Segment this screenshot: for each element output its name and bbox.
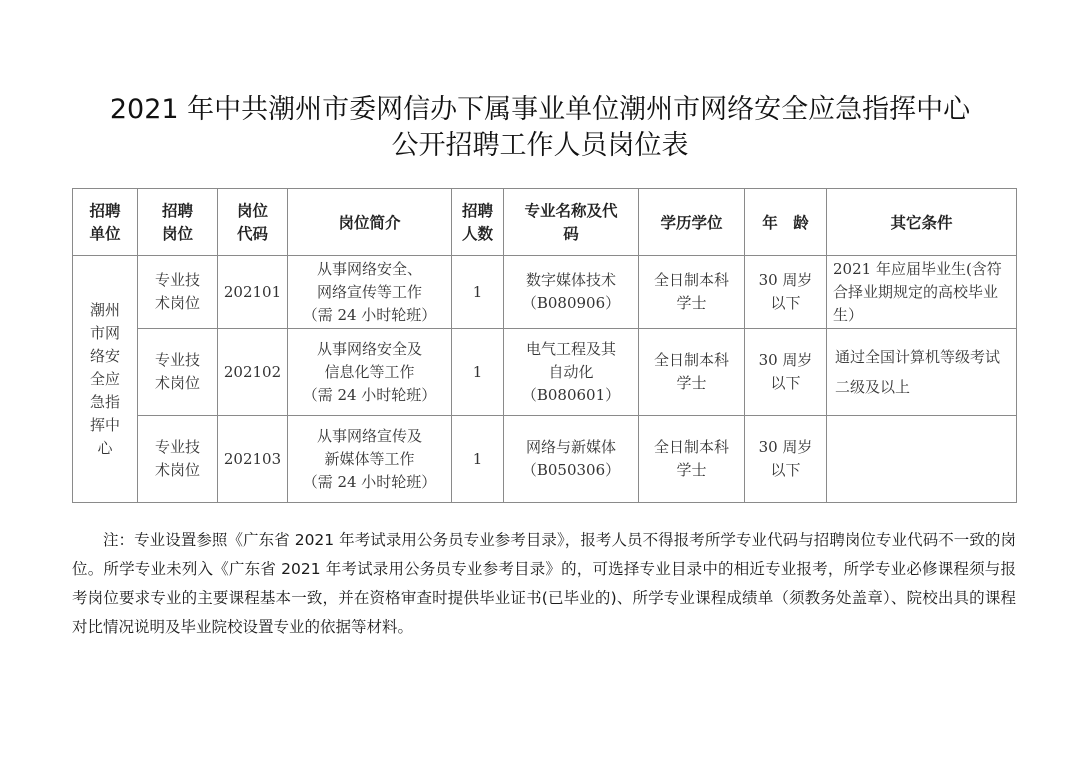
major-cell: 网络与新媒体 （B050306）: [504, 416, 639, 503]
header-code: 岗位 代码: [218, 189, 288, 256]
post-cell: 专业技 术岗位: [138, 329, 218, 416]
description-cell: 从事网络安全、 网络宣传等工作 （需 24 小时轮班）: [288, 256, 452, 329]
recruitment-table: [72, 188, 1017, 503]
post-cell: 专业技 术岗位: [138, 416, 218, 503]
count-cell: 1: [452, 329, 504, 416]
major-cell: 电气工程及其 自动化 （B080601）: [504, 329, 639, 416]
age-cell: 30 周岁 以下: [745, 256, 827, 329]
unit-name: 潮州 市网 络安 全应 急指 挥中 心: [89, 300, 120, 457]
description-cell: 从事网络宣传及 新媒体等工作 （需 24 小时轮班）: [288, 416, 452, 503]
header-description: 岗位简介: [288, 189, 452, 256]
header-count: 招聘 人数: [452, 189, 504, 256]
header-age: 年 龄: [745, 189, 827, 256]
age-cell: 30 周岁 以下: [745, 329, 827, 416]
header-other-conditions: 其它条件: [827, 189, 1017, 256]
education-cell: 全日制本科 学士: [639, 329, 745, 416]
code-cell: 202101: [218, 256, 288, 329]
header-post: 招聘 岗位: [138, 189, 218, 256]
age-cell: 30 周岁 以下: [745, 416, 827, 503]
header-education: 学历学位: [639, 189, 745, 256]
header-major: 专业名称及代 码: [504, 189, 639, 256]
count-cell: 1: [452, 256, 504, 329]
document-title-line-2: 公开招聘工作人员岗位表: [391, 130, 689, 161]
education-cell: 全日制本科 学士: [639, 256, 745, 329]
header-unit: 招聘 单位: [73, 189, 138, 256]
other-conditions-cell: [827, 416, 1017, 503]
unit-cell: [73, 256, 138, 503]
major-cell: 数字媒体技术 （B080906）: [504, 256, 639, 329]
code-cell: 202103: [218, 416, 288, 503]
footnote: 注：专业设置参照《广东省 2021 年考试录用公务员专业参考目录》，报考人员不得报考所学专业代码与招聘岗位专业代码不一致的岗位。所学专业未列入《广东省 2021 年考试录用公务员专业参考目录》的，可选择专业目录中的相近专业报考，所学专业必修课程须与报考岗位要求专业的主要课程基本一致，并在资格审查时提供毕业证书(已毕业的)、所学专业课程成绩单（须教务处盖章）、院校出具的课程对比情况说明及毕业院校设置专业的依据等材料。: [72, 531, 1016, 636]
count-cell: 1: [452, 416, 504, 503]
document-title-line-1: 2021 年中共潮州市委网信办下属事业单位潮州市网络安全应急指挥中心: [109, 94, 971, 125]
table-row: [73, 256, 1017, 329]
post-cell: 专业技 术岗位: [138, 256, 218, 329]
description-cell: 从事网络安全及 信息化等工作 （需 24 小时轮班）: [288, 329, 452, 416]
code-cell: 202102: [218, 329, 288, 416]
education-cell: 全日制本科 学士: [639, 416, 745, 503]
table-row: [73, 416, 1017, 503]
table-row: [73, 329, 1017, 416]
other-conditions-cell: 通过全国计算机等级考试二级及以上: [827, 329, 1017, 416]
table-header-row: [73, 189, 1017, 256]
other-conditions-cell: 2021 年应届毕业生(含符合择业期规定的高校毕业生）: [827, 256, 1017, 329]
